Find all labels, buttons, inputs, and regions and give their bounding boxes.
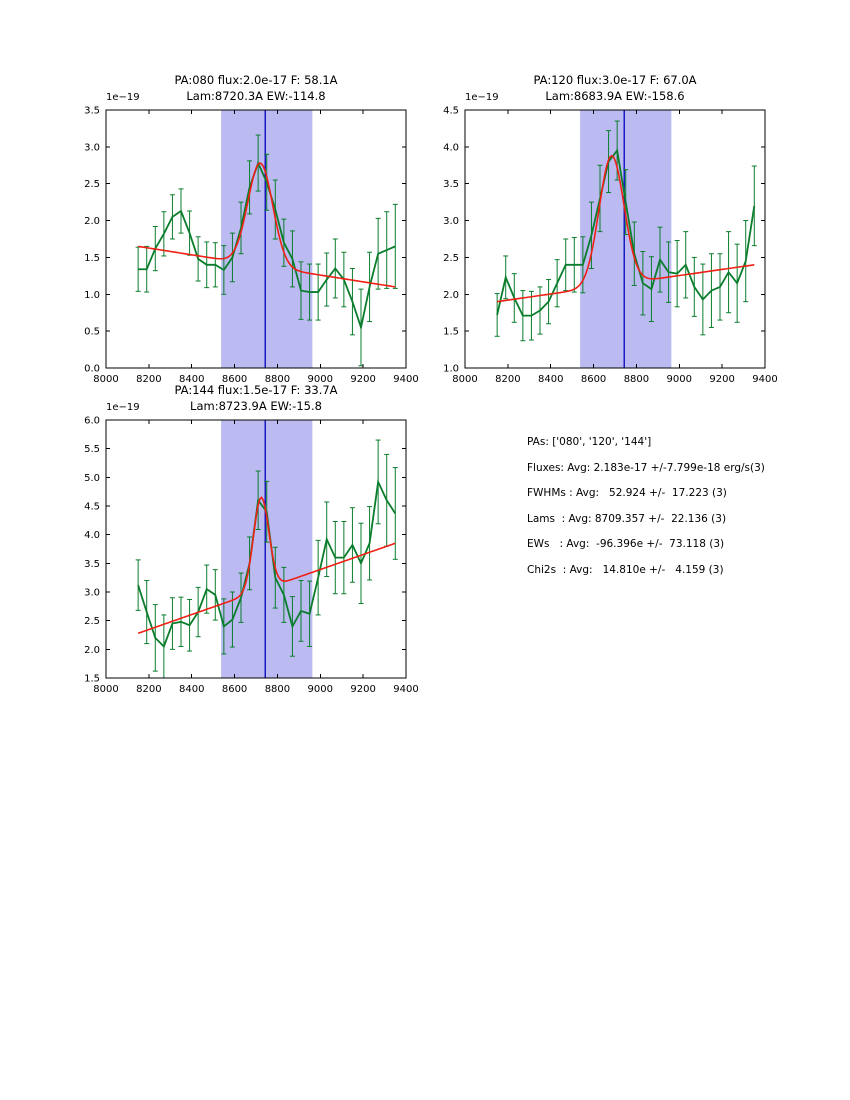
y-tick-label: 3.5 [84, 105, 100, 117]
y-tick-label: 2.5 [84, 616, 100, 628]
plot-canvas-0 [60, 96, 422, 394]
x-tick-label: 8800 [264, 374, 291, 385]
y-tick-label: 0.0 [84, 363, 100, 375]
y-tick-label: 5.5 [84, 444, 100, 456]
y-tick-label: 6.0 [84, 415, 100, 427]
plot-pa120-y-offset-label: 1e−19 [465, 92, 499, 103]
x-tick-label: 9400 [393, 684, 419, 695]
y-tick-label: 1.5 [84, 252, 100, 264]
plot-pa120-title-line1: PA:120 flux:3.0e-17 F: 67.0A [533, 73, 697, 87]
stats-line-lams: Lams : Avg: 8709.357 +/- 22.136 (3) [527, 512, 727, 525]
y-tick-label: 2.0 [443, 289, 459, 301]
y-tick-label: 5.0 [84, 472, 100, 484]
x-tick-label: 8400 [178, 374, 205, 385]
y-tick-label: 4.5 [443, 105, 459, 117]
y-tick-label: 3.0 [84, 587, 100, 599]
x-tick-label: 9000 [307, 684, 334, 695]
y-tick-label: 2.5 [84, 179, 100, 191]
plot-pa080 [60, 72, 422, 394]
x-tick-label: 9200 [350, 374, 376, 385]
plot-pa080-title-line2: Lam:8720.3A EW:-114.8 [186, 89, 326, 103]
x-tick-label: 9200 [709, 374, 735, 385]
plot-pa144 [60, 382, 422, 704]
x-tick-label: 8600 [221, 684, 248, 695]
x-tick-label: 8800 [264, 684, 291, 695]
x-tick-label: 8000 [93, 684, 119, 695]
x-tick-label: 9400 [393, 374, 419, 385]
x-tick-label: 8600 [580, 374, 607, 385]
plot-pa144-title-line1: PA:144 flux:1.5e-17 F: 33.7A [174, 383, 338, 397]
plot-pa080-y-offset-label: 1e−19 [106, 92, 140, 103]
y-tick-label: 2.0 [84, 644, 100, 656]
x-tick-label: 8200 [136, 684, 162, 695]
stats-line-pas: PAs: ['080', '120', '144'] [527, 436, 652, 448]
x-tick-label: 9000 [666, 374, 693, 385]
y-tick-label: 4.0 [443, 142, 459, 154]
plot-pa144-title-line2: Lam:8723.9A EW:-15.8 [190, 399, 322, 413]
plot-canvas-1 [419, 96, 781, 394]
plot-canvas-2 [60, 406, 422, 704]
stats-line-fwhms: FWHMs : Avg: 52.924 +/- 17.223 (3) [527, 487, 727, 499]
plot-pa120-title-line2: Lam:8683.9A EW:-158.6 [545, 89, 685, 103]
y-tick-label: 1.5 [84, 673, 100, 685]
x-tick-label: 8000 [93, 374, 119, 385]
y-tick-label: 1.5 [443, 326, 459, 338]
plot-pa080-title-line1: PA:080 flux:2.0e-17 F: 58.1A [174, 73, 338, 87]
y-tick-label: 3.0 [84, 142, 100, 154]
y-tick-label: 2.5 [443, 252, 459, 264]
x-tick-label: 8400 [178, 684, 205, 695]
x-tick-label: 8000 [452, 374, 478, 385]
stats-panel [527, 436, 765, 589]
y-tick-label: 1.0 [84, 289, 100, 301]
fit-window-band [221, 110, 312, 368]
x-tick-label: 8400 [537, 374, 564, 385]
x-tick-label: 8200 [136, 374, 162, 385]
x-tick-label: 8200 [495, 374, 521, 385]
y-tick-label: 1.0 [443, 363, 459, 375]
x-tick-label: 8600 [221, 374, 248, 385]
fit-window-band [221, 420, 312, 678]
y-tick-label: 4.0 [84, 530, 100, 542]
stats-line-ews: EWs : Avg: -96.396e +/- 73.118 (3) [527, 538, 725, 550]
y-tick-label: 4.5 [84, 501, 100, 513]
y-tick-label: 3.5 [84, 558, 100, 570]
y-tick-label: 0.5 [84, 326, 100, 338]
y-tick-label: 3.5 [443, 179, 459, 191]
y-tick-label: 2.0 [84, 216, 100, 228]
x-tick-label: 9200 [350, 684, 376, 695]
plot-pa144-y-offset-label: 1e−19 [106, 402, 140, 413]
stats-line-fluxes: Fluxes: Avg: 2.183e-17 +/-7.799e-18 erg/s(3) [527, 461, 765, 474]
stats-line-chi2s: Chi2s : Avg: 14.810e +/- 4.159 (3) [527, 563, 724, 576]
y-tick-label: 3.0 [443, 216, 459, 228]
x-tick-label: 9400 [752, 374, 778, 385]
x-tick-label: 9000 [307, 374, 334, 385]
plot-pa120 [419, 72, 781, 394]
x-tick-label: 8800 [623, 374, 650, 385]
